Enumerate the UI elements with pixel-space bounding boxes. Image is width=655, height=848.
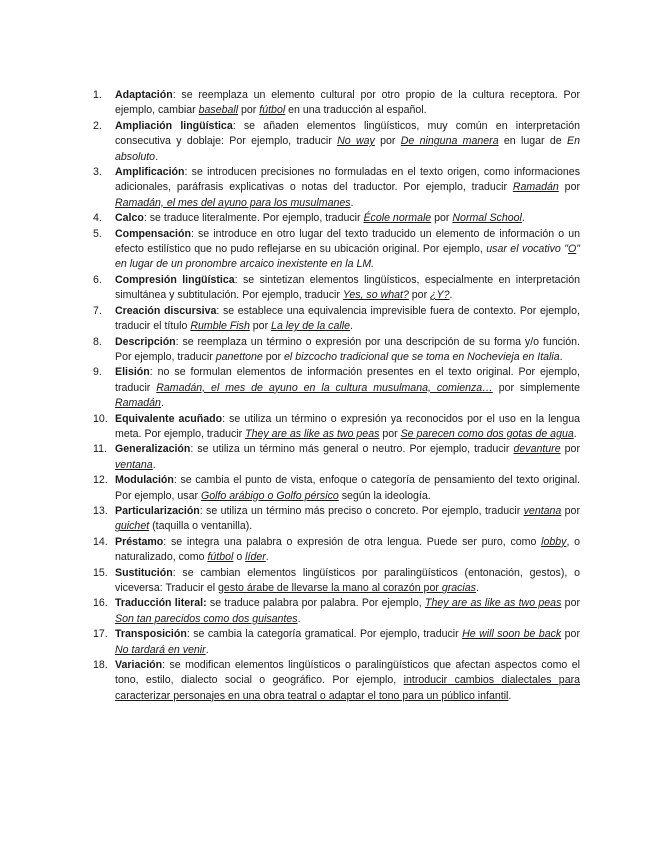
item-text: en lugar de bbox=[498, 135, 567, 148]
item-text: : se añaden elementos lingüísticos, muy común en interpretación consecutiva y doblaje: Por ejemplo, traducir bbox=[115, 119, 580, 148]
item-number: 16. bbox=[93, 597, 108, 610]
example-target: ventana bbox=[115, 458, 153, 471]
item-number: 15. bbox=[93, 566, 108, 579]
item-term: Generalización bbox=[115, 443, 191, 456]
item-text: por bbox=[561, 628, 580, 641]
example-source: They are as like as two peas bbox=[245, 427, 380, 440]
list-item bbox=[93, 566, 580, 597]
example-source: École normale bbox=[363, 212, 432, 225]
item-text: por bbox=[558, 181, 580, 194]
example-source: Yes, so what? bbox=[342, 289, 409, 302]
item-text: : se utiliza un término más general o neutro. Por ejemplo, traducir bbox=[190, 443, 514, 456]
item-text: . bbox=[152, 458, 156, 471]
item-text: : se cambia la categoría gramatical. Por ejemplo, traducir bbox=[186, 628, 463, 641]
example-source: He will soon be back bbox=[462, 628, 562, 641]
item-text: : no se formulan elementos de información presentes en el texto original. Por ejemplo, traducir bbox=[115, 366, 580, 394]
example-target: guichet bbox=[115, 520, 150, 533]
document-page bbox=[93, 88, 580, 704]
item-text: (taquilla o ventanilla). bbox=[149, 520, 253, 533]
list-item bbox=[93, 165, 580, 211]
example-target: Ramadán, el mes del ayuno para los musulmanes bbox=[115, 196, 351, 209]
item-text: por bbox=[238, 104, 260, 117]
item-text: : se integra una palabra o expresión de otra lengua. Puede ser puro, como bbox=[163, 535, 542, 548]
item-text: : se cambian elementos lingüísticos por paralingüísticos (entonación, gestos), o viceversa: Traducir el bbox=[115, 566, 580, 594]
example-target: líder bbox=[245, 551, 266, 564]
list-item bbox=[93, 119, 580, 165]
item-number: 8. bbox=[93, 335, 102, 348]
example-source: Ramadán, el mes de ayuno en la cultura musulmana, comienza… bbox=[156, 381, 493, 394]
item-text: . bbox=[350, 196, 354, 209]
list-item bbox=[93, 473, 580, 504]
item-term: Transposición bbox=[115, 628, 187, 641]
item-term: Compensación bbox=[115, 227, 191, 240]
item-text: se traduce palabra por palabra. Por ejemplo, bbox=[206, 597, 425, 610]
item-text: . bbox=[297, 612, 301, 625]
item-text: . bbox=[155, 150, 159, 163]
example-target: De ninguna manera bbox=[400, 135, 499, 148]
list-item bbox=[93, 227, 580, 273]
example-source: gesto árabe de llevarse la mano al corazón por bbox=[218, 582, 442, 594]
item-text: por bbox=[561, 504, 580, 517]
example-vocative: O bbox=[567, 243, 577, 256]
example-target: el bizcocho tradicional que se toma en Nochevieja en Italia bbox=[284, 350, 560, 363]
item-text: . bbox=[521, 212, 525, 225]
item-text: . bbox=[573, 427, 577, 440]
item-number: 9. bbox=[93, 366, 102, 379]
item-term: Modulación bbox=[115, 474, 174, 487]
item-text: . bbox=[349, 320, 353, 333]
item-text: por bbox=[374, 135, 401, 148]
item-text: : se utiliza un término o expresión ya reconocidos por el uso en la lengua meta. Por ejemplo, traducir bbox=[115, 412, 580, 440]
example-target: gracias bbox=[441, 582, 476, 594]
example-source: They are as like as two peas bbox=[424, 597, 562, 610]
list-item bbox=[93, 658, 580, 704]
item-text: : se sintetizan elementos lingüísticos, especialmente en interpretación simultánea y subtitulación. Por ejemplo, traducir bbox=[115, 273, 580, 302]
item-text: . bbox=[205, 643, 209, 656]
list-item bbox=[93, 273, 580, 304]
item-number: 13. bbox=[93, 504, 108, 517]
item-text: por bbox=[560, 443, 580, 456]
translation-techniques-list bbox=[93, 88, 580, 704]
item-text: por simplemente bbox=[492, 381, 580, 394]
item-term: Amplificación bbox=[115, 166, 185, 179]
item-text: : se cambia el punto de vista, enfoque o categoría de pensamiento del texto original. Por ejemplo, usar bbox=[115, 474, 580, 502]
item-number: 6. bbox=[93, 273, 102, 286]
item-text: : se traduce literalmente. Por ejemplo, traducir bbox=[143, 212, 364, 225]
item-term: Variación bbox=[115, 659, 163, 672]
example-source: panettone bbox=[215, 350, 263, 363]
example-description: introducir cambios dialectales para caracterizar personajes en una obra teatral o adaptar el tono para un público infantil bbox=[115, 674, 581, 702]
item-number: 2. bbox=[93, 119, 102, 132]
example-source: ventana bbox=[523, 504, 562, 517]
list-item bbox=[93, 304, 580, 335]
example-text: " en lugar de un pronombre arcaico inexistente en la LM. bbox=[115, 243, 580, 271]
item-text: por bbox=[561, 597, 580, 610]
item-term: Calco bbox=[115, 212, 144, 225]
example-target: fútbol bbox=[259, 104, 286, 117]
item-term: Compresión lingüística bbox=[115, 273, 235, 286]
item-number: 1. bbox=[93, 89, 102, 101]
item-text: : se introduce en otro lugar del texto traducido un elemento de información o un efecto estilístico que no pudo reflejarse en su ubicación original. Por ejemplo, bbox=[115, 227, 580, 256]
item-text: , o naturalizado, como bbox=[115, 535, 581, 564]
example-target: Ramadán bbox=[115, 397, 161, 410]
example-source: Ramadán bbox=[512, 181, 559, 194]
list-item bbox=[93, 335, 580, 366]
list-item bbox=[93, 504, 580, 535]
item-term: Traducción literal: bbox=[115, 597, 207, 610]
example-alternative: En absoluto bbox=[115, 135, 580, 163]
example-target: La ley de la calle bbox=[271, 320, 350, 333]
item-term: Préstamo bbox=[115, 535, 164, 548]
item-text: . bbox=[265, 551, 269, 564]
item-term: Sustitución bbox=[115, 566, 173, 579]
item-text: : se establece una equivalencia imprevisible fuera de contexto. Por ejemplo, traducir el título bbox=[115, 304, 580, 333]
item-number: 3. bbox=[93, 166, 102, 179]
item-text: . bbox=[508, 689, 512, 702]
list-item bbox=[93, 365, 580, 411]
example-target: fútbol bbox=[207, 551, 234, 564]
item-text: : se modifican elementos lingüísticos o paralingüísticos que afectan aspectos como el tono, estilo, dialecto social o geográfico. Por ejemplo, bbox=[115, 659, 580, 687]
example-source: baseball bbox=[198, 104, 239, 117]
item-text: . bbox=[449, 289, 453, 302]
item-term: Particularización bbox=[115, 504, 200, 517]
example-target: Normal School bbox=[452, 212, 522, 225]
item-number: 10. bbox=[93, 412, 108, 425]
list-item bbox=[93, 596, 580, 627]
item-text: por bbox=[379, 427, 401, 440]
item-number: 11. bbox=[93, 443, 107, 456]
example-source: No way bbox=[337, 135, 375, 148]
item-text: : se reemplaza un término o expresión por una descripción de su forma y/o función. Por ejemplo, traducir bbox=[115, 335, 580, 363]
example-source: lobby bbox=[541, 535, 567, 548]
item-text: : se utiliza un término más preciso o concreto. Por ejemplo, traducir bbox=[199, 504, 524, 517]
item-term: Ampliación lingüística bbox=[115, 119, 233, 132]
item-number: 14. bbox=[93, 535, 108, 548]
list-item bbox=[93, 211, 580, 226]
example-target: ¿Y? bbox=[430, 289, 450, 302]
item-text: o bbox=[233, 551, 246, 564]
item-text: por bbox=[262, 350, 285, 363]
item-number: 12. bbox=[93, 474, 108, 487]
item-term: Adaptación bbox=[115, 89, 173, 101]
item-text: según la ideología. bbox=[338, 489, 431, 502]
example-source: Golfo arábigo o Golfo pérsico bbox=[200, 489, 339, 502]
item-text: . bbox=[559, 350, 563, 363]
list-item bbox=[93, 535, 580, 566]
example-target: Se parecen como dos gotas de agua bbox=[400, 427, 574, 440]
item-number: 4. bbox=[93, 212, 102, 225]
item-term: Elisión bbox=[115, 366, 150, 379]
item-term: Equivalente acuñado bbox=[115, 412, 223, 425]
item-text: por bbox=[249, 320, 272, 333]
example-text: usar el vocativo " bbox=[486, 243, 568, 256]
item-text: . bbox=[160, 397, 164, 410]
item-text: por bbox=[408, 289, 431, 302]
item-text: por bbox=[431, 212, 453, 225]
example-target: Son tan parecidos como dos guisantes bbox=[115, 612, 298, 625]
item-number: 5. bbox=[93, 227, 102, 240]
item-term: Creación discursiva bbox=[115, 304, 217, 317]
item-term: Descripción bbox=[115, 335, 176, 348]
item-number: 17. bbox=[93, 628, 108, 641]
list-item bbox=[93, 627, 580, 658]
list-item bbox=[93, 412, 580, 443]
list-item bbox=[93, 88, 580, 119]
item-text: . bbox=[475, 582, 479, 594]
example-target: No tardará en venir bbox=[115, 643, 206, 656]
item-number: 18. bbox=[93, 659, 108, 672]
list-item bbox=[93, 442, 580, 473]
item-text: : se introducen precisiones no formuladas en el texto origen, como informaciones adicionales, paráfrasis explicativas o notas del traductor. Por ejemplo, traducir bbox=[115, 166, 580, 194]
item-text: : se reemplaza un elemento cultural por otro propio de la cultura receptora. Por ejemplo, cambiar bbox=[115, 89, 580, 117]
item-text: en una traducción al español. bbox=[285, 104, 427, 117]
example-source: devanture bbox=[513, 443, 561, 456]
item-number: 7. bbox=[93, 304, 102, 317]
example-source: Rumble Fish bbox=[190, 320, 250, 333]
